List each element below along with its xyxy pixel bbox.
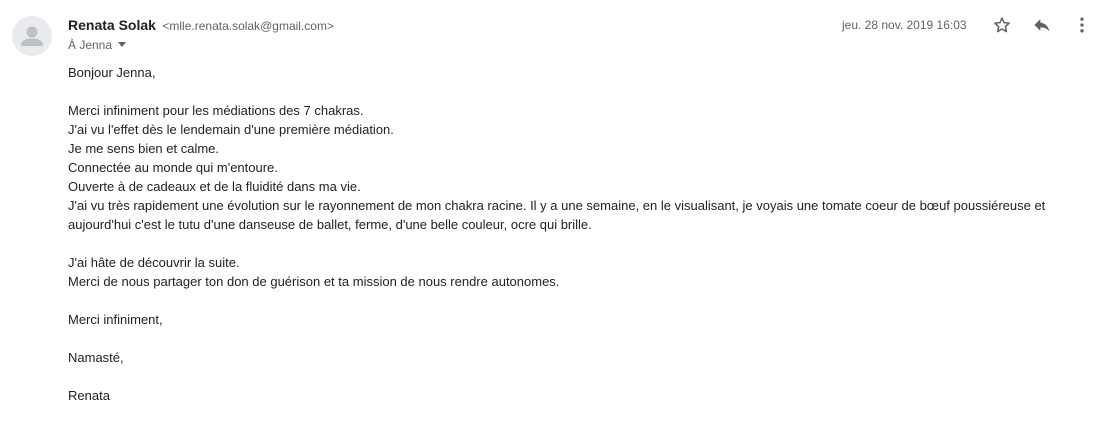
sender-name[interactable]: Renata Solak bbox=[68, 17, 156, 33]
sender-line bbox=[68, 16, 334, 35]
recipient-details-toggle[interactable] bbox=[68, 36, 126, 54]
paragraph-gap bbox=[68, 234, 1078, 253]
sender-avatar[interactable] bbox=[12, 16, 52, 56]
more-options-button[interactable] bbox=[1069, 12, 1095, 38]
paragraph-gap bbox=[68, 329, 1078, 348]
body-line: J'ai vu très rapidement une évolution sur le rayonnement de mon chakra racine. Il y a une semaine, en le visualisant, je voyais une tomate coeur de bœuf poussiéreuse et aujourd'hui c'est le tutu d'une danseuse de ballet, ferme, d'une belle couleur, ocre qui brille. bbox=[68, 198, 1046, 232]
body-line: Ouverte à de cadeaux et de la fluidité dans ma vie. bbox=[68, 179, 361, 194]
body-signature: Renata bbox=[68, 388, 110, 403]
body-line: Connectée au monde qui m'entoure. bbox=[68, 160, 278, 175]
paragraph-gap bbox=[68, 367, 1078, 386]
body-line: J'ai vu l'effet dès le lendemain d'une première médiation. bbox=[68, 122, 394, 137]
body-line: Merci infiniment pour les médiations des 7 chakras. bbox=[68, 103, 364, 118]
paragraph-gap bbox=[68, 291, 1078, 310]
recipient-label: À Jenna bbox=[68, 38, 113, 52]
star-button[interactable] bbox=[989, 12, 1015, 38]
sender-email: <mlle.renata.solak@gmail.com> bbox=[162, 19, 334, 33]
more-vertical-icon bbox=[1072, 15, 1092, 35]
body-namaste: Namasté, bbox=[68, 350, 124, 365]
email-body bbox=[68, 63, 1078, 405]
reply-icon bbox=[1032, 15, 1052, 35]
caret-down-icon bbox=[118, 42, 126, 47]
body-thanks: Merci infiniment, bbox=[68, 312, 163, 327]
body-line: J'ai hâte de découvrir la suite. bbox=[68, 255, 240, 270]
body-greeting: Bonjour Jenna, bbox=[68, 65, 156, 80]
star-outline-icon bbox=[992, 15, 1012, 35]
body-line: Merci de nous partager ton don de guérison et ta mission de nous rendre autonomes. bbox=[68, 274, 560, 289]
paragraph-gap bbox=[68, 82, 1078, 101]
email-date: jeu. 28 nov. 2019 16:03 bbox=[842, 18, 967, 32]
person-icon bbox=[12, 16, 52, 56]
reply-button[interactable] bbox=[1029, 12, 1055, 38]
body-line: Je me sens bien et calme. bbox=[68, 141, 220, 156]
